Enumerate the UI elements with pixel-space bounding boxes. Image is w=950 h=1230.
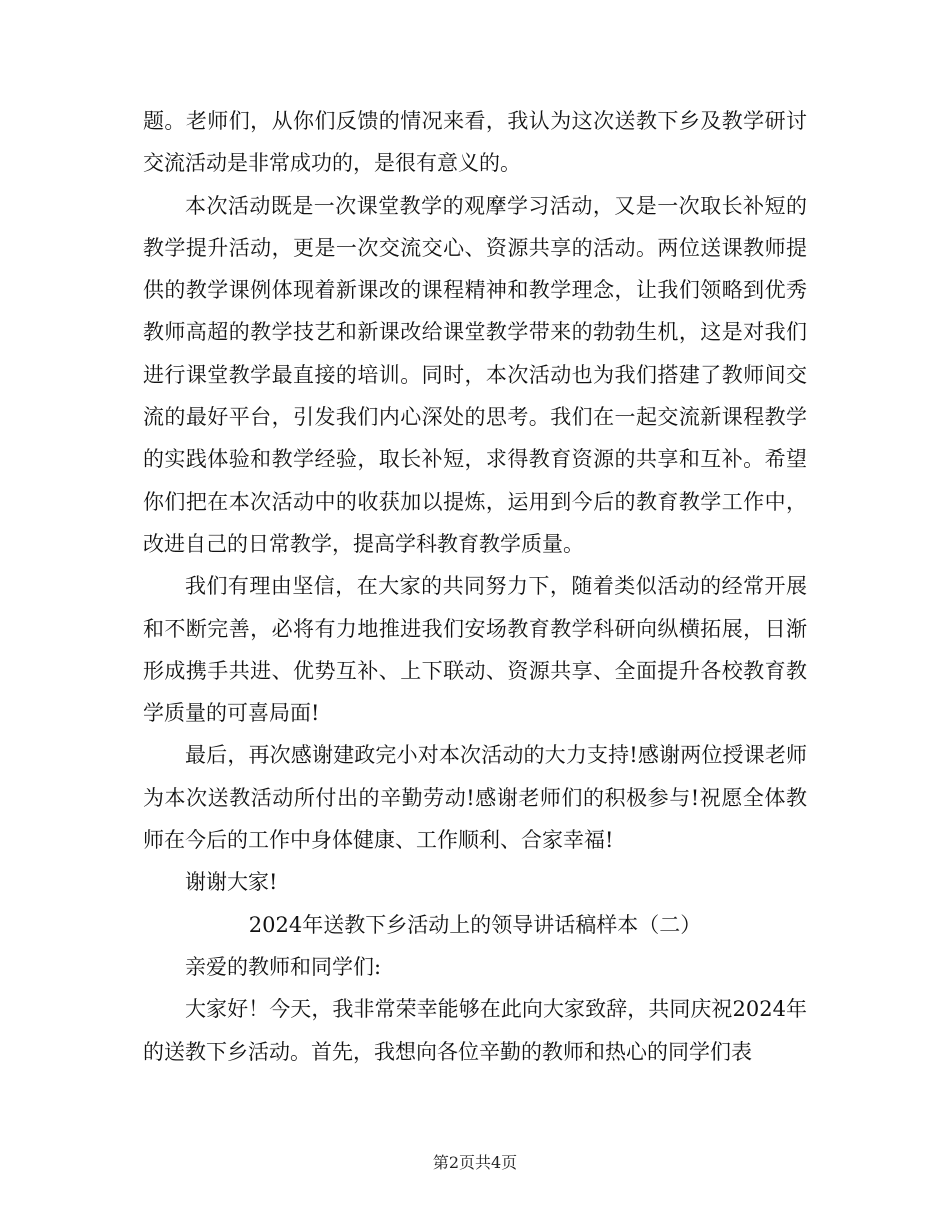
body-text xyxy=(143,100,807,1073)
paragraph-continuation: 题。老师们，从你们反馈的情况来看，我认为这次送教下乡及教学研讨交流活动是非常成功的，是很有意义的。 xyxy=(143,109,807,176)
paragraph-outlook: 我们有理由坚信，在大家的共同努力下，随着类似活动的经常开展和不断完善，必将有力地推进我们安场教育教学科研向纵横拓展，日渐形成携手共进、优势互补、上下联动、资源共享、全面提升各校教育教学质量的可喜局面! xyxy=(143,574,807,726)
section-title: 2024年送教下乡活动上的领导讲话稿样本（二） xyxy=(248,912,702,937)
paragraph-greeting: 大家好！今天，我非常荣幸能够在此向大家致辞，共同庆祝2024年的送教下乡活动。首先，我想向各位辛勤的教师和热心的同学们表 xyxy=(143,997,807,1064)
paragraph-closing: 谢谢大家! xyxy=(185,870,278,895)
page-number: 第2页共4页 xyxy=(432,1153,518,1172)
paragraph-activity-summary: 本次活动既是一次课堂教学的观摩学习活动，又是一次取长补短的教学提升活动，更是一次交流交心、资源共享的活动。两位送课教师提供的教学课例体现着新课改的课程精神和教学理念，让我们领略到优秀教师高超的教学技艺和新课改给课堂教学带来的勃勃生机，这是对我们进行课堂教学最直接的培训。同时，本次活动也为我们搭建了教师间交流的最好平台，引发我们内心深处的思考。我们在一起交流新课程教学的实践体验和教学经验，取长补短，求得教育资源的共享和互补。希望你们把在本次活动中的收获加以提炼，运用到今后的教育教学工作中，改进自己的日常教学，提高学科教育教学质量。 xyxy=(143,193,807,556)
paragraph-thanks: 最后，再次感谢建政完小对本次活动的大力支持!感谢两位授课老师为本次送教活动所付出的辛勤劳动!感谢老师们的积极参与!祝愿全体教师在今后的工作中身体健康、工作顺利、合家幸福! xyxy=(143,743,807,853)
paragraph-salutation: 亲爱的教师和同学们: xyxy=(185,954,382,979)
